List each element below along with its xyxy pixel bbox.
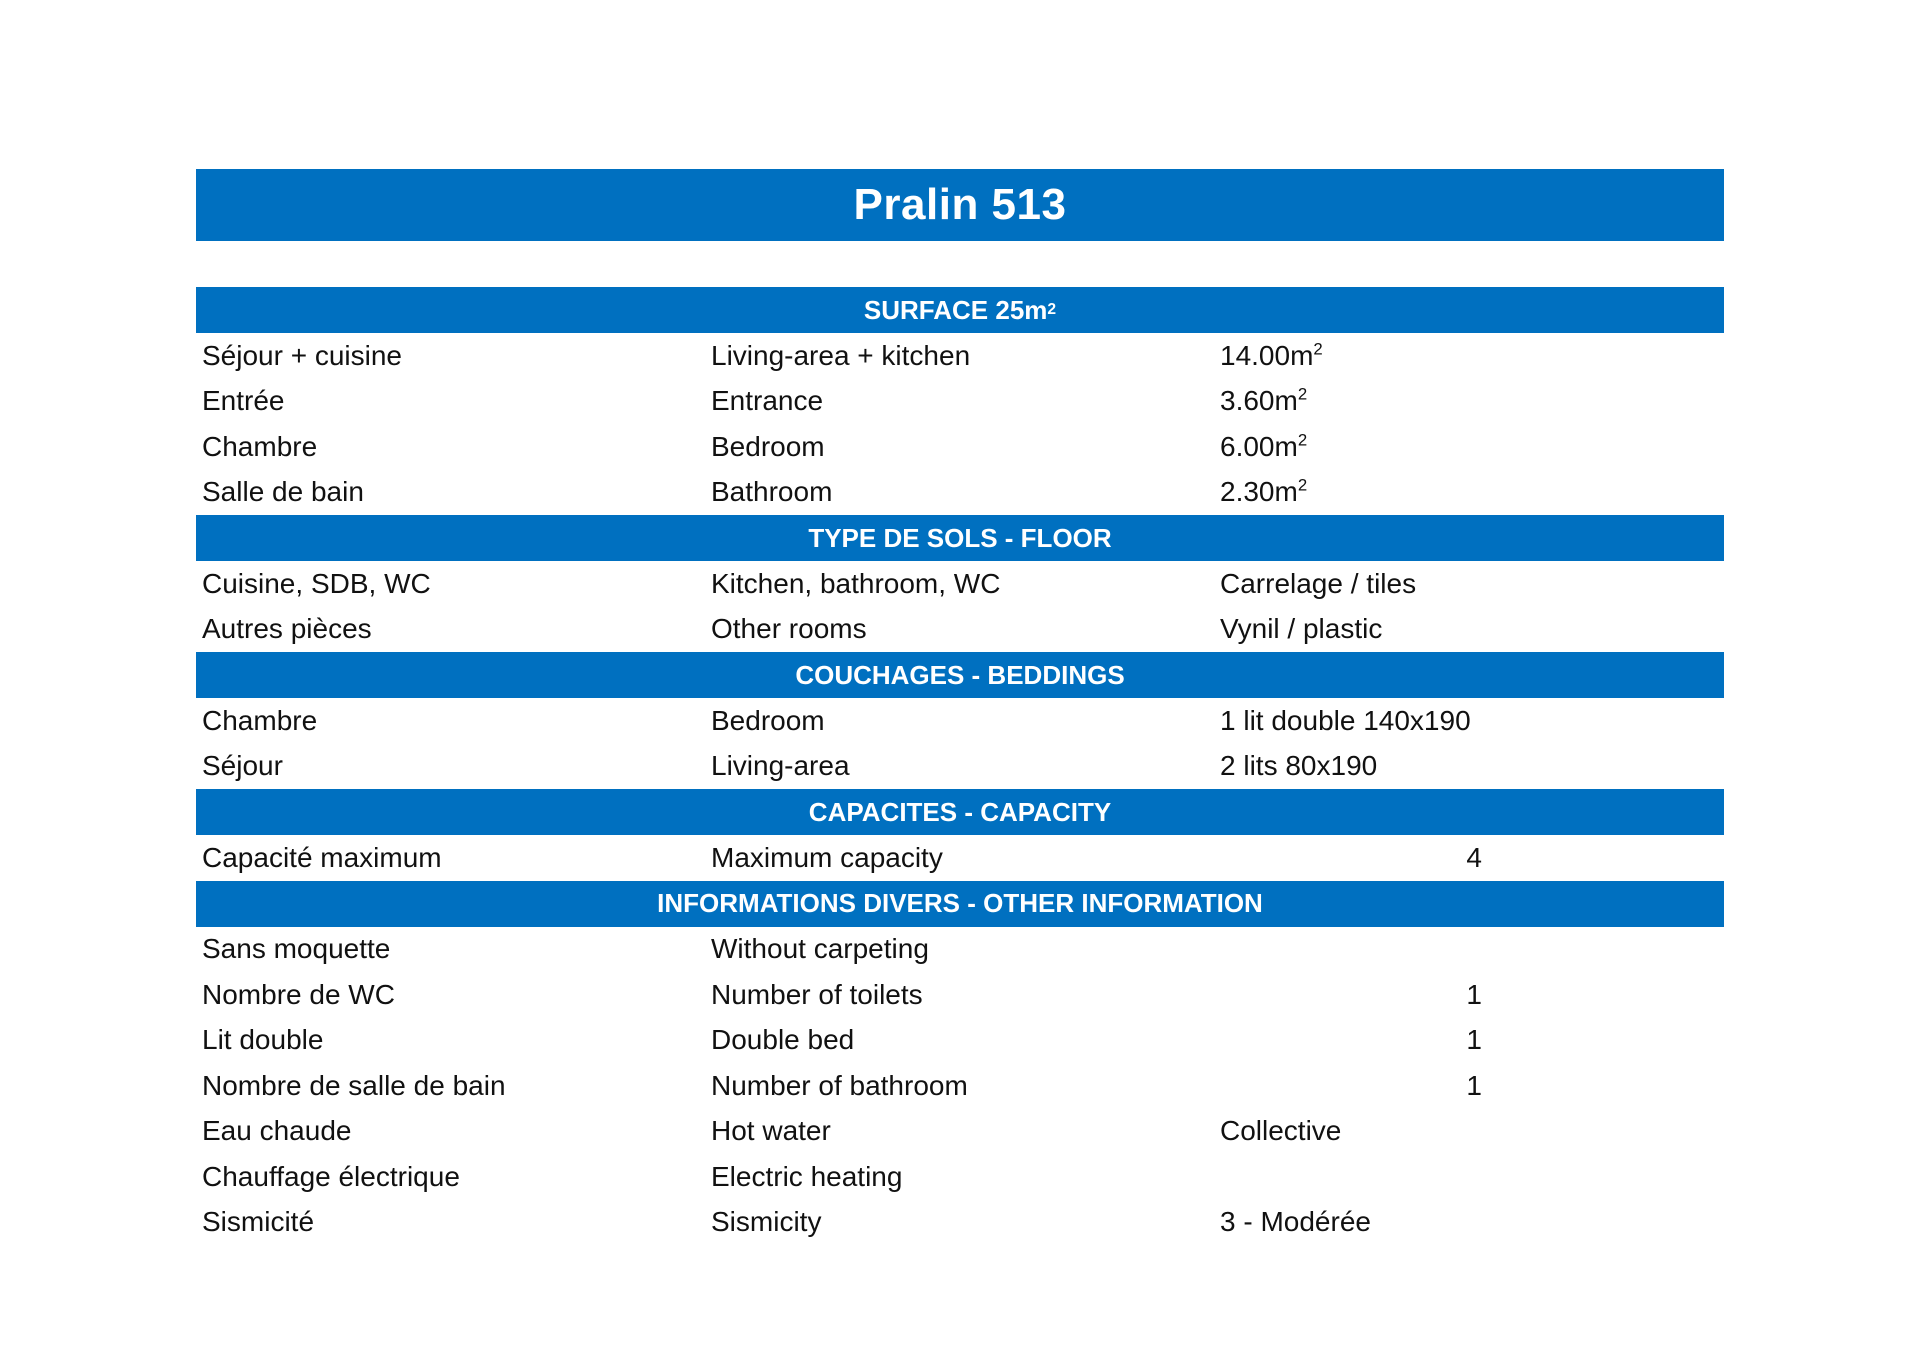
table-row-surface-bedroom	[196, 424, 1724, 470]
cell-value: 1 lit double 140x190	[1220, 704, 1471, 736]
cell-value: 1	[1466, 1024, 1482, 1056]
table-row-surface-entrance	[196, 379, 1724, 425]
cell-value-sup: 2	[1297, 430, 1308, 450]
cell-french: Salle de bain	[202, 476, 364, 508]
cell-french: Nombre de salle de bain	[202, 1069, 506, 1101]
cell-value-text: 3.60m	[1220, 385, 1298, 417]
cell-value	[1214, 476, 1724, 508]
cell-french: Chambre	[202, 704, 318, 736]
table-row-beddings-bedroom	[196, 698, 1724, 744]
section-header-surface: SURFACE 25m 2	[196, 287, 1724, 333]
table-row-surface-living	[196, 333, 1724, 379]
cell-english: Number of toilets	[711, 978, 923, 1010]
cell-french: Chambre	[202, 430, 318, 462]
cell-value: 3 - Modérée	[1220, 1206, 1371, 1238]
cell-english: Hot water	[711, 1115, 831, 1147]
cell-value: Vynil / plastic	[1220, 613, 1383, 645]
table-row-other-double-bed	[196, 1018, 1724, 1064]
cell-english: Bathroom	[711, 476, 833, 508]
cell-english: Kitchen, bathroom, WC	[711, 567, 1001, 599]
table-row-other-carpet	[196, 927, 1724, 973]
cell-value-text: 2.30m	[1220, 476, 1298, 508]
cell-french: Autres pièces	[202, 613, 372, 645]
cell-value: 2 lits 80x190	[1220, 750, 1378, 782]
page-title-text: Pralin 513	[853, 180, 1067, 229]
table-row-floor-other-rooms	[196, 607, 1724, 653]
cell-french: Cuisine, SDB, WC	[202, 567, 431, 599]
cell-value-sup: 2	[1297, 476, 1308, 495]
cell-french: Eau chaude	[202, 1115, 352, 1147]
spec-sheet	[196, 169, 1724, 1245]
cell-english: Living-area + kitchen	[711, 339, 971, 371]
cell-french: Séjour + cuisine	[202, 339, 403, 371]
cell-value	[1214, 385, 1724, 417]
table-row-other-hot-water	[196, 1109, 1724, 1155]
cell-english: Living-area	[711, 750, 850, 782]
page-title	[196, 169, 1724, 241]
section-header-surface-text: SURFACE 25m	[863, 294, 1048, 325]
cell-french: Nombre de WC	[202, 978, 395, 1010]
cell-english: Electric heating	[711, 1160, 903, 1192]
table-row-other-bathrooms	[196, 1063, 1724, 1109]
cell-value	[1214, 431, 1724, 463]
cell-value-text: 6.00m	[1220, 430, 1298, 462]
section-header-other-text: INFORMATIONS DIVERS - OTHER INFORMATION	[657, 888, 1263, 918]
cell-english: Other rooms	[711, 613, 867, 645]
cell-value: 1	[1466, 978, 1482, 1010]
section-header-beddings	[196, 652, 1724, 698]
cell-value-sup: 2	[1297, 385, 1308, 404]
cell-value: 4	[1466, 841, 1482, 873]
cell-french: Entrée	[202, 385, 285, 417]
section-header-capacity	[196, 789, 1724, 835]
cell-english: Sismicity	[711, 1206, 822, 1238]
cell-value-text: 14.00m	[1220, 339, 1314, 371]
table-row-beddings-living	[196, 744, 1724, 790]
cell-french: Séjour	[202, 750, 283, 782]
table-row-floor-wet-rooms	[196, 561, 1724, 607]
cell-value: 1	[1466, 1069, 1482, 1101]
table-row-other-seismicity	[196, 1200, 1724, 1246]
table-row-capacity-max	[196, 835, 1724, 881]
section-header-floor	[196, 515, 1724, 561]
cell-english: Bedroom	[711, 430, 825, 462]
cell-french: Sismicité	[202, 1206, 315, 1238]
spacer	[196, 241, 1724, 287]
cell-english: Entrance	[711, 385, 824, 417]
section-header-floor-text: TYPE DE SOLS - FLOOR	[808, 522, 1112, 553]
cell-french: Lit double	[202, 1024, 324, 1056]
table-row-surface-bathroom	[196, 470, 1724, 516]
cell-english: Without carpeting	[711, 933, 929, 965]
table-row-other-toilets	[196, 972, 1724, 1018]
cell-value-sup: 2	[1313, 339, 1323, 359]
cell-english: Bedroom	[711, 704, 825, 736]
cell-english: Double bed	[711, 1024, 855, 1056]
cell-french: Capacité maximum	[202, 841, 442, 873]
section-header-beddings-text: COUCHAGES - BEDDINGS	[795, 659, 1125, 690]
section-header-other	[196, 881, 1724, 927]
cell-french: Chauffage électrique	[202, 1160, 460, 1192]
section-header-capacity-text: CAPACITES - CAPACITY	[808, 796, 1112, 827]
cell-french: Sans moquette	[202, 933, 391, 965]
cell-value	[1214, 340, 1724, 372]
cell-value: Collective	[1220, 1115, 1342, 1147]
table-row-other-heating	[196, 1154, 1724, 1200]
cell-english: Maximum capacity	[711, 841, 943, 873]
cell-value: Carrelage / tiles	[1220, 567, 1417, 599]
cell-english: Number of bathroom	[711, 1069, 968, 1101]
